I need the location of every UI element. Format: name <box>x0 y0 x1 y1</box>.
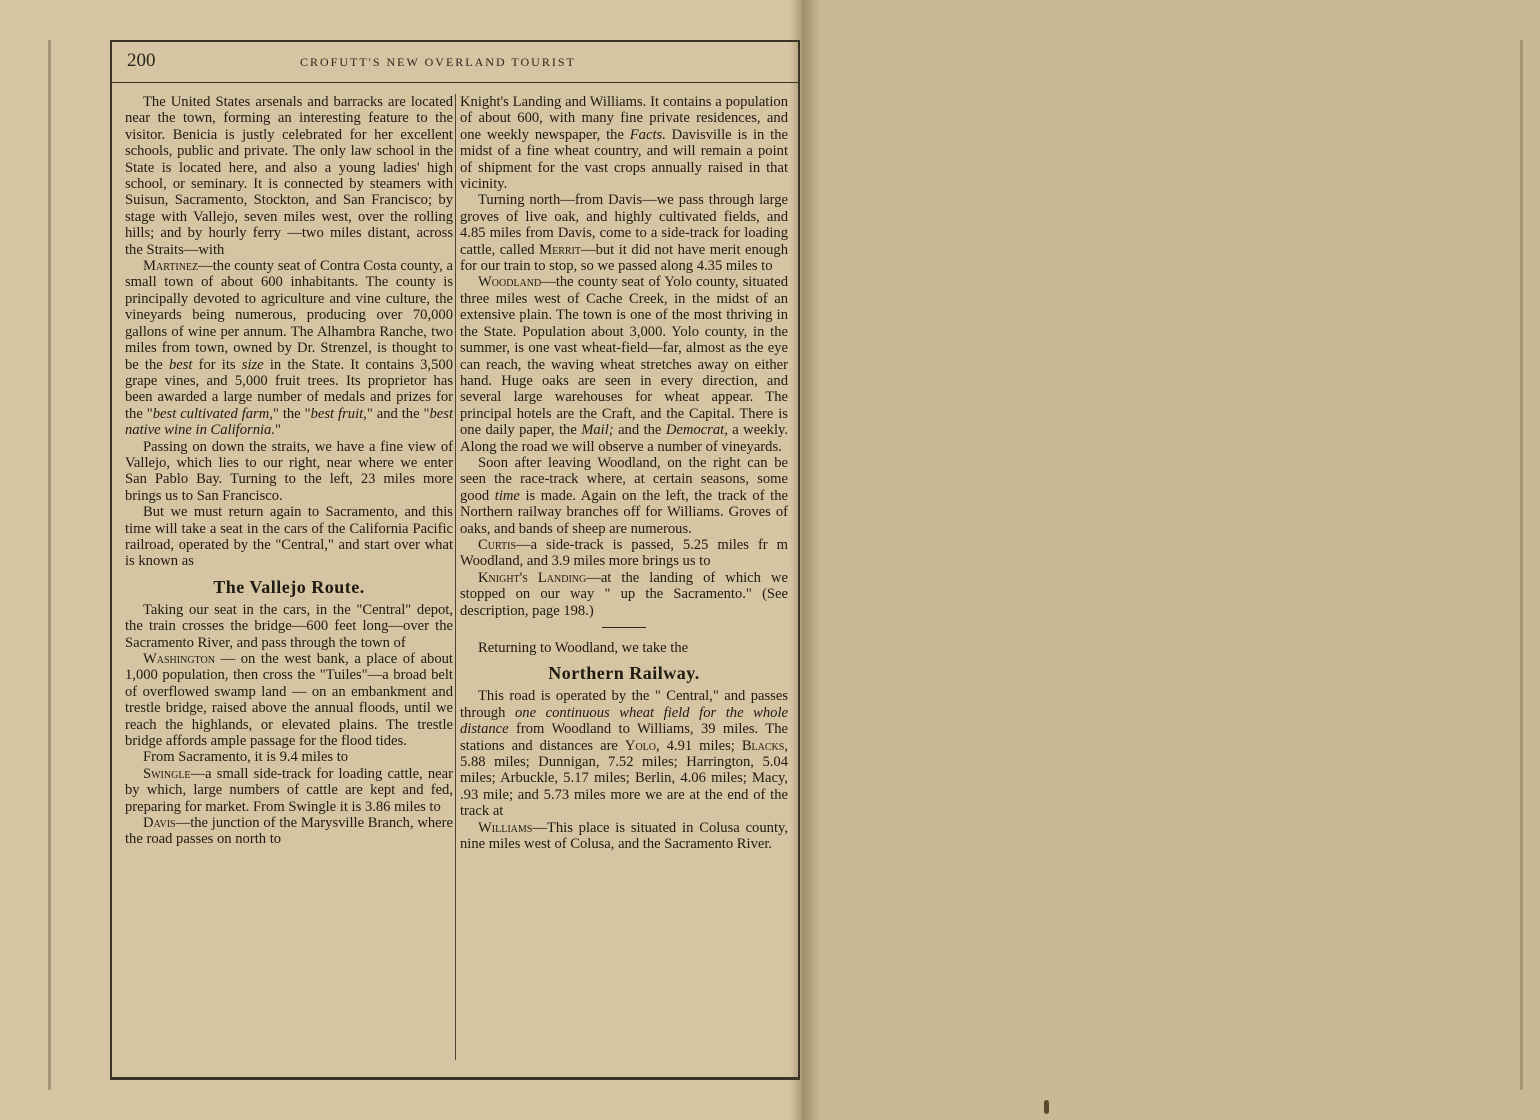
left-column <box>125 94 453 848</box>
paragraph <box>460 570 788 619</box>
text-run: —a small side-track for loading cattle, near by which, large numbers of cattle are kept and fed, preparing for market. From Swingle it is 3.86 miles to <box>125 765 453 815</box>
paragraph <box>125 766 453 815</box>
text-run: Knight's Landing and Williams. It contains a population of about 600, with many fine private residences, and one weekly newspaper, the <box>460 94 788 143</box>
text-run: " <box>275 422 281 439</box>
paragraph <box>460 537 788 570</box>
section-rule <box>602 627 646 628</box>
place-name: Yolo <box>624 737 656 754</box>
text-run: a weekly. Along the road we will observe a number of vineyards. <box>460 422 788 455</box>
running-head: CROFUTT'S NEW OVERLAND TOURIST <box>300 55 576 69</box>
paragraph <box>460 820 788 853</box>
paragraph <box>460 688 788 819</box>
column-divider <box>455 94 456 1060</box>
paragraph <box>460 192 788 274</box>
text-run: , 5.88 miles; Dunnigan, 7.52 miles; Harrington, 5.04 miles; Arbuckle, 5.17 miles; Berlin, 4.06 miles; Macy, .93 mile; and 5.73 miles more we are at the end of the track at <box>460 737 788 820</box>
text-run: —a side-track is passed, 5.25 miles fr m Woodland, and 3.9 miles more brings us to <box>460 536 788 570</box>
paragraph: Passing on down the straits, we have a fine view of Vallejo, which lies to our right, near where we enter San Pablo Bay. Turning to the left, 23 miles more brings us to San Francisco. <box>125 438 453 504</box>
emphasis: best <box>168 356 193 373</box>
text-run: is made. Again on the left, the track of the Northern railway branches off for Williams. Groves of oaks, and bands of sheep are numerous. <box>460 487 788 537</box>
text-run: —the county seat of Contra Costa county, a small town of about 600 inhabitants. The county is principally devoted to agriculture and vine culture, the vineyards being numerous, producing over 70,000 gallons of wine per annum. The Alhambra Ranche, two miles from town, owned by Dr. Strenzel, is thought to be the <box>125 258 453 373</box>
text-run: This road is operated by the " Central," and passes through <box>460 688 788 721</box>
place-name: Williams <box>478 819 533 836</box>
paragraph: Returning to Woodland, we take the <box>478 640 689 656</box>
paragraph: From Sacramento, it is 9.4 miles to <box>143 749 349 766</box>
paragraph <box>460 94 788 192</box>
place-name: Merrit <box>539 241 581 258</box>
page-number: 200 <box>127 50 156 71</box>
place-name: Curtis <box>478 536 517 553</box>
text-run: " the " <box>272 405 311 422</box>
text-run: Davisville is in the midst of a fine wheat country, and will remain a point of shipment for the vast crops annually raised in that vicinity. <box>460 126 788 193</box>
text-run: " and the " <box>366 405 430 422</box>
text-run: —the junction of the Marysville Branch, where the road passes on north to <box>125 815 453 848</box>
place-name: Knight's Landing <box>478 569 587 586</box>
header-rule <box>112 82 798 83</box>
text-run: and the <box>618 422 662 439</box>
paragraph <box>125 258 453 438</box>
place-name: Martinez <box>143 258 199 275</box>
emphasis: size <box>241 356 264 373</box>
place-name: Washington <box>143 651 215 667</box>
paragraph: The United States arsenals and barracks are located near the town, forming an interesting feature to the visitor. Benicia is justly celebrated for her excellent schools, public and private. The only law school in the State is located here, and also a young ladies' high school, or seminary. It is connected by steamers with Suisun, Sacramento, Stockton, and San Francisco; by stage with Vallejo, seven miles west, over the rolling hills; and by hourly ferry —two miles distant, across the Straits—with <box>125 94 453 258</box>
place-name: Davis <box>143 815 176 832</box>
paragraph <box>125 815 453 848</box>
emphasis: time <box>494 487 520 504</box>
right-page-edge <box>1520 40 1523 1090</box>
emphasis: Democrat, <box>665 422 728 439</box>
paragraph <box>460 455 788 537</box>
paper-mark <box>1044 1100 1049 1114</box>
text-run: for its <box>198 356 236 373</box>
text-run: Turning north—from Davis—we pass through large groves of live oak, and highly cultivated fields, and 4.85 miles from Davis, come to a side-track for loading cattle, called <box>460 192 788 258</box>
emphasis: best fruit, <box>310 405 367 422</box>
emphasis: one continuous wheat field for the whole distance <box>460 704 789 738</box>
text-run: —at the landing of which we stopped on our way " up the Sacramento." (See description, page 198.) <box>460 569 788 619</box>
paragraph: Taking our seat in the cars, in the "Central" depot, the train crosses the bridge—600 feet long—over the Sacramento River, and pass through the town of <box>125 601 453 651</box>
right-page <box>802 0 1540 1120</box>
emphasis: Mail; <box>581 422 614 439</box>
paragraph: But we must return again to Sacramento, and this time will take a seat in the cars of the California Pacific railroad, operated by the "Central," and start over what is known as <box>125 504 453 570</box>
paragraph <box>460 274 788 454</box>
text-run: Soon after leaving Woodland, on the right can be seen the race-track where, at certain seasons, some good <box>460 454 788 504</box>
section-heading: Northern Railway. <box>548 663 700 684</box>
text-run: —the county seat of Yolo county, situated three miles west of Cache Creek, in the midst of an extensive plain. The town is one of the most thriving in the State. Population about 3,000. Yolo county, in the summer, is one vast wheat-field—far, almost as the eye can reach, the waving wheat stretches away on either hand. Huge oaks are seen in every direction, and several large warehouses for wheat appear. The principal hotels are the Craft, and the Capital. There is one daily paper, the <box>460 274 788 439</box>
text-run: from Woodland to Williams, 39 miles. The stations and distances are <box>460 721 788 754</box>
place-name: Woodland <box>478 274 542 291</box>
place-name: Swingle <box>143 765 191 782</box>
emphasis: Facts. <box>629 126 666 143</box>
right-column <box>460 94 788 852</box>
text-run: — on the west bank, a place of about 1,000 population, then cross the "Tuiles"—a broad belt of overflowed swamp land — on an embankment and trestle bridge, raised above the annual floods, until we reach the highlands, or elevated plains. The trestle bridge affords ample passage for the flood tides. <box>125 651 453 750</box>
text-run: , 4.91 miles; <box>656 737 735 754</box>
page-edge-shadow <box>48 40 51 1090</box>
emphasis: best cultivated farm, <box>152 405 273 422</box>
text-run: —but it did not have merit enough for our train to stop, so we passed along 4.35 miles to <box>460 241 788 275</box>
text-run: in the State. It contains 3,500 grape vines, and 5,000 fruit trees. Its proprietor has been awarded a large number of medals and prizes for the " <box>125 356 454 422</box>
emphasis: best native wine in California. <box>125 405 454 439</box>
text-run: —This place is situated in Colusa county, nine miles west of Colusa, and the Sacramento River. <box>460 819 788 853</box>
section-heading: The Vallejo Route. <box>213 576 365 597</box>
paragraph <box>125 651 453 749</box>
place-name: Blacks <box>741 737 785 754</box>
